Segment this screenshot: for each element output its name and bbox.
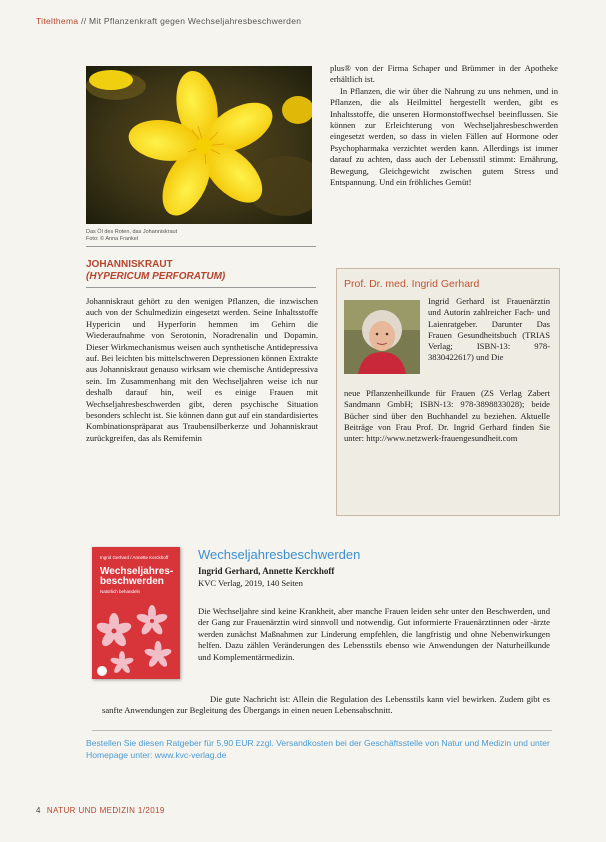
running-head: [36, 16, 301, 26]
magazine-name: NATUR UND MEDIZIN 1/2019: [46, 806, 165, 815]
right-paragraph-1: plus® von der Firma Schaper und Brümmer in der Apotheke erhältlich ist.: [330, 63, 558, 85]
running-head-sep: //: [78, 16, 90, 26]
author-photo: [344, 300, 420, 374]
author-name: Prof. Dr. med. Ingrid Gerhard: [344, 278, 480, 290]
running-head-tag: Titelthema: [36, 16, 79, 26]
photo-caption: [86, 229, 316, 243]
book-authors: Ingrid Gerhard, Annette Kerckhoff: [198, 566, 335, 576]
caption-credit: Foto: © Anna Frankel: [86, 236, 139, 242]
author-bio-bottom: [344, 388, 550, 444]
book-rule: [92, 730, 552, 731]
page-number: 4: [36, 806, 41, 815]
left-paragraph: Johanniskraut gehört zu den wenigen Pflanzen, die inzwischen auch von der Schulmedizin eingesetzt werden. Seine Inhaltsstoffe Hypericin und Hyperforin hemmen im Gehirn die Wiederaufnahme von Serotonin, Noradrenalin und Dopamin. Dieser Wirkmechanismus weisen auch synthetische Antidepressiva auf. Bei leichten bis mittelschweren Depressionen können Extrakte aus Johanniskraut genauso wirksam wie chemische Antidepressiva sein. Im Zusammenhang mit den Wechseljahren weise ich nur deshalb darauf hin, weil es einige Frauen mit Wechseljahresbeschwerden gibt, deren psychische Situation besonders schlecht ist. Sie können dann gut auf ein standardisiertes Kombinationspräparat aus Traubensilberkerze und Johanniskraut zurückgreifen, das als Remifemin: [86, 296, 318, 443]
section-subtitle: (HYPERICUM PERFORATUM): [86, 271, 226, 282]
page-footer: [36, 806, 165, 815]
book-desc-text: Die Wechseljahre sind keine Krankheit, aber manche Frauen leiden sehr unter den Beschwerden, und der Gang zur Frauenärztin wird sinnvoll und notwendig. Gut informierte Frauenärztinnen oder -ärzte werden zunächst Maßnahmen zur Linderung empfehlen, die langfristig und ohne Nebenwirkungen helfen. Dazu zählen Veränderungen des Lebensstils ebenso wie Anwendungen der Naturheilkunde und Komplementärmedizin.: [198, 606, 550, 662]
book-cover-subtitle: Natürlich behandeln: [100, 589, 141, 594]
caption-rule: [86, 246, 316, 247]
book-desc-text-2: Die gute Nachricht ist: Allein die Regulation des Lebensstils kann viel bewirken. Zudem gibt es sanfte Anwendungen zur Begleitung des Übergangs in einen neuen Lebensabschnitt.: [102, 694, 550, 716]
book-cover-authors: Ingrid Gerhard / Annette Kerckhoff: [100, 555, 169, 560]
right-column: [330, 63, 558, 188]
hypericum-photo: [86, 66, 312, 224]
right-paragraph-2: In Pflanzen, die wir über die Nahrung zu uns nehmen, und in Pflanzen, die als Heilmittel hergestellt werden, gibt es Inhaltsstoffe, die unseren Hormonstoffwechsel beeinflussen. Sie können zur Erleichterung von Wechseljahresbeschwerden eingesetzt werden, so dass in vielen Fällen auf Hormone oder Psychopharmaka verzichtet werden kann. Allerdings ist immer darauf zu achten, dass auch der Lebensstil stimmt: Ernährung, Bewegung, Gleichgewicht zwischen gutem Stress und Entspannung. Und ein fröhliches Gemüt!: [330, 85, 558, 188]
section-rule: [86, 287, 316, 288]
author-bio-text-2: neue Pflanzenheilkunde für Frauen (ZS Verlag Zabert Sandmann GmbH; ISBN-13: 978-3898833028); beide Bücher sind über den Buchhandel zu beziehen. Aktuelle Beiträge von Frau Prof. Dr. Ingrid Gerhard finden Sie unter: http://www.netzwerk-frauengesundheit.com: [344, 388, 550, 444]
book-cover-flowers: [92, 601, 180, 679]
section-title: JOHANNISKRAUT: [86, 259, 173, 270]
book-description-2: [102, 694, 550, 717]
book-publisher: KVC Verlag, 2019, 140 Seiten: [198, 578, 303, 588]
book-description-1: [198, 606, 550, 663]
caption-line: Das Öl des Roten, das Johanniskraut: [86, 229, 178, 235]
book-heading: Wechseljahresbeschwerden: [198, 547, 361, 562]
order-info: Bestellen Sie diesen Ratgeber für 5,90 EUR zzgl. Versandkosten bei der Geschäftsstelle von Natur und Medizin und unter Homepage unter: www.kvc-verlag.de: [86, 738, 550, 760]
running-head-title: Mit Pflanzenkraft gegen Wechseljahresbeschwerden: [89, 16, 302, 26]
author-bio-top: [428, 296, 550, 364]
book-cover-title: Wechseljahres-beschwerden: [100, 566, 174, 587]
book-cover: [92, 547, 180, 679]
left-column: [86, 296, 318, 444]
author-bio-text: Ingrid Gerhard ist Frauenärztin und Autorin zahlreicher Fach- und Laienratgeber. Darunter Das Frauen Gesundheitsbuch (TRIAS Verlag; ISBN-13: 978-3830422617) und Die: [428, 296, 550, 363]
